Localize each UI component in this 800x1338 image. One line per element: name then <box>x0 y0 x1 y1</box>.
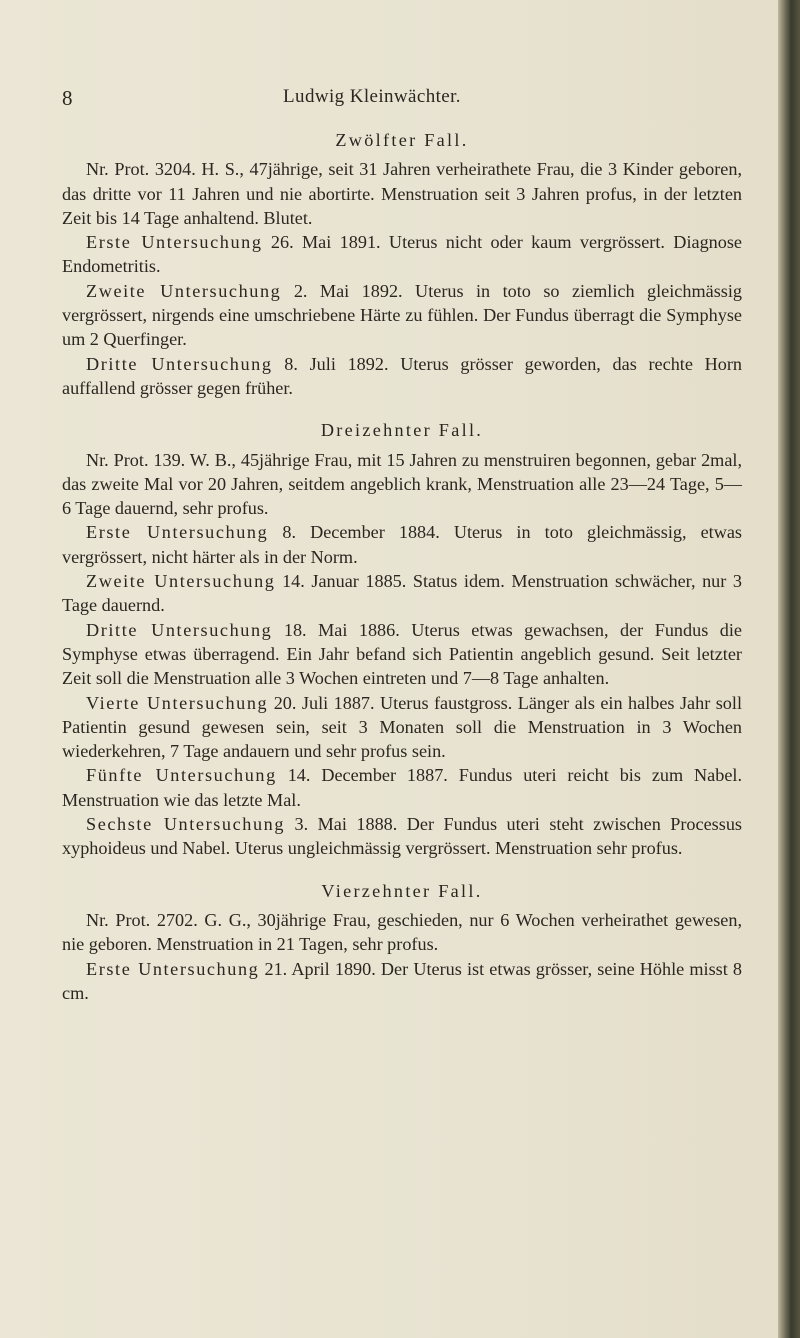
examination-label: Erste Untersuchung <box>86 958 260 979</box>
case-text: 14. Januar 1885. Status idem. Menstruation schwächer, nur 3 Tage dauernd. <box>62 571 742 616</box>
examination-label: Vierte Untersuchung <box>86 692 269 713</box>
body-text <box>62 128 742 1005</box>
case-text: 14. December 1887. Fundus uteri reicht bis zum Nabel. Menstruation wie das letzte Mal. <box>62 765 743 810</box>
case-paragraph <box>62 618 742 691</box>
case-heading: Zwölfter Fall. <box>335 130 469 150</box>
examination-label: Dritte Untersuchung <box>86 619 273 640</box>
examination-label: Sechste Untersuchung <box>86 814 286 835</box>
examination-label: Erste Untersuchung <box>86 522 269 543</box>
page-number: 8 <box>62 86 73 110</box>
case-paragraph <box>62 230 742 279</box>
case-text: Nr. Prot. 3204. H. S., 47jährige, seit 31 Jahren verheirathete Frau, die 3 Kinder geboren, das dritte vor 11 Jahren und nie abortirte. Menstruation seit 3 Jahren profus, in der letzten Zeit bis 14 Tage anhaltend. Blutet. <box>62 159 742 228</box>
case-heading: Dreizehnter Fall. <box>320 420 484 441</box>
case-heading: Vierzehnter Fall. <box>321 880 483 901</box>
page-edge-shadow <box>778 0 800 1338</box>
case-section <box>62 879 742 1005</box>
running-title: Ludwig Kleinwächter. <box>283 86 461 107</box>
case-paragraph <box>62 569 742 618</box>
case-section <box>62 128 742 400</box>
case-text: 8. December 1884. Uterus in toto gleichmässig, etwas vergrössert, nicht härter als in der Norm. <box>62 522 742 567</box>
case-paragraph <box>62 352 742 401</box>
examination-label: Fünfte Untersuchung <box>86 765 277 786</box>
examination-label: Zweite Untersuchung <box>86 280 282 301</box>
case-paragraph <box>62 520 742 569</box>
case-paragraph <box>62 279 742 352</box>
case-paragraph <box>62 957 742 1006</box>
examination-label: Erste Untersuchung <box>86 232 263 253</box>
case-paragraph <box>62 448 742 521</box>
case-text: Nr. Prot. 139. W. B., 45jährige Frau, mit 15 Jahren zu menstruiren begonnen, gebar 2mal, das zweite Mal vor 20 Jahren, seitdem angeblich krank, Menstruation alle 23—24 Tage, 5—6 Tage dauernd, sehr profus. <box>62 449 742 519</box>
case-text: 2. Mai 1892. Uterus in toto so ziemlich gleichmässig vergrössert, nirgends eine umschriebene Härte zu fühlen. Der Fundus überragt die Symphyse um 2 Querfinger. <box>62 280 742 350</box>
case-paragraph <box>62 812 742 861</box>
case-text: 20. Juli 1887. Uterus faustgross. Länger als ein halbes Jahr soll Patientin gesund gewesen sein, seit 3 Monaten soll die Menstruation in 3 Wochen wiederkehren, 7 Tage andauern und sehr profus sein. <box>62 692 743 762</box>
case-section <box>62 418 742 860</box>
case-paragraph <box>62 763 742 812</box>
case-text: 21. April 1890. Der Uterus ist etwas grösser, seine Höhle misst 8 cm. <box>62 958 743 1003</box>
case-paragraph <box>62 157 742 230</box>
case-text: 26. Mai 1891. Uterus nicht oder kaum vergrössert. Diagnose Endometritis. <box>62 232 743 277</box>
case-text: 18. Mai 1886. Uterus etwas gewachsen, der Fundus die Symphyse etwas überragend. Ein Jahr befand sich Patientin angeblich gesund. Seit letzter Zeit soll die Menstruation alle 3 Wochen eintreten und 7—8 Tage anhalten. <box>62 619 742 689</box>
case-text: Nr. Prot. 2702. G. G., 30jährige Frau, geschieden, nur 6 Wochen verheirathet gewesen, nie geboren. Menstruation in 21 Tagen, sehr profus. <box>62 909 742 955</box>
examination-label: Dritte Untersuchung <box>86 353 273 374</box>
running-header <box>62 86 682 110</box>
case-paragraph <box>62 908 742 957</box>
case-paragraph <box>62 691 742 764</box>
case-text: 8. Juli 1892. Uterus grösser geworden, das rechte Horn auffallend grösser gegen früher. <box>62 353 742 398</box>
examination-label: Zweite Untersuchung <box>86 571 276 592</box>
case-text: 3. Mai 1888. Der Fundus uteri steht zwischen Processus xyphoideus und Nabel. Uterus ungleichmässig vergrössert. Menstruation sehr profus. <box>62 814 743 859</box>
